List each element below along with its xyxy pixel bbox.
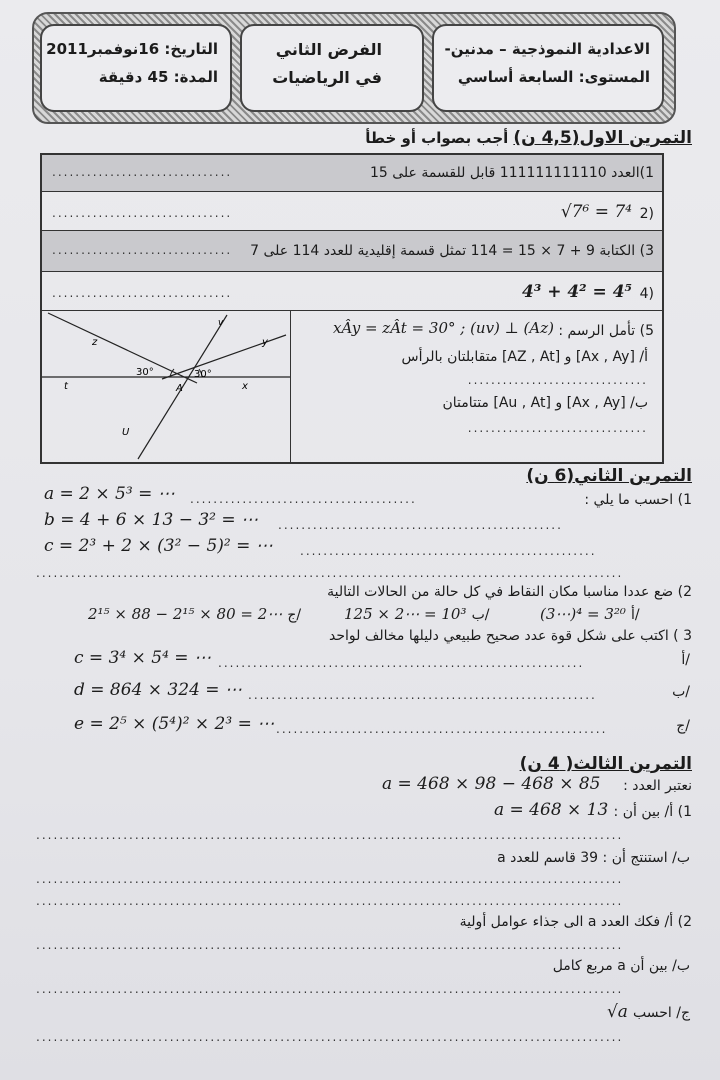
- ex2-lb: ب/: [672, 684, 690, 700]
- ex1-answer-1[interactable]: ...............................: [52, 165, 233, 179]
- ex2-q2-b-item: [344, 604, 489, 623]
- ex1-answer-5a[interactable]: ...............................: [467, 373, 648, 387]
- ex2-c-dots[interactable]: ...................................................: [300, 544, 597, 558]
- ex3-q2a: 2) أ/ فكك العدد a الى جذاء عوامل أولية: [459, 914, 692, 930]
- label-t: t: [64, 381, 68, 392]
- ex1-q2-num: 2): [639, 206, 654, 222]
- ex3-dots-6[interactable]: .....................................................................................................: [36, 1030, 624, 1044]
- ex3-q1a: 1) أ/ بين أن :: [613, 804, 692, 820]
- ex1-q5b: ب/ [Ax , Ay] و [Au , At] متتامتان: [442, 395, 648, 411]
- school-name: الاعدادية النموذجية – مدنين-: [444, 40, 650, 58]
- ex3-title: التمرين الثالث( 4 ن): [519, 754, 692, 774]
- ex2-q2-b-label: ب/: [471, 607, 490, 623]
- ex1-q2-math: √7⁶ = 7⁴: [560, 202, 632, 222]
- ex1-q4-math: 4³ + 4² = 4⁵: [522, 282, 632, 302]
- ex1-instruction: أجب بصواب أو خطأ: [365, 129, 509, 147]
- angle-label-2: 30°: [194, 369, 212, 380]
- ex2-d-pow: d = 864 × 324 = ⋯: [74, 680, 242, 700]
- ex1-answer-2[interactable]: ...............................: [52, 206, 233, 220]
- ex3-dots-2[interactable]: .....................................................................................................: [36, 872, 624, 886]
- date-text: التاريخ: 16نوفمبر2011: [46, 40, 218, 58]
- ex1-q3: 3) الكتابة 9 + 7 × 15 = 114 تمثل قسمة إقليدية للعدد 114 على 7: [250, 243, 654, 259]
- ex1-answer-5b[interactable]: ...............................: [467, 421, 648, 435]
- ex3-q2c: ج/ احسب: [633, 1005, 690, 1021]
- ex1-row-3: [42, 231, 662, 272]
- test-title: الفرض الثاني: [275, 40, 382, 59]
- school-box: [432, 24, 664, 112]
- label-U: U: [122, 427, 130, 438]
- ex3-dots-3[interactable]: .....................................................................................................: [36, 894, 624, 908]
- ex1-q5a: أ/ [Ax , Ay] و [AZ , At] متقابلتان بالرأس: [401, 349, 648, 365]
- ex2-b-dots[interactable]: .................................................: [278, 518, 563, 532]
- ex2-q3-label: 3 ) اكتب على شكل قوة عدد صحيح طبيعي دليلها مخالف لواحد: [328, 628, 692, 644]
- duration-text: المدة: 45 دقيقة: [98, 68, 218, 86]
- ex2-q2-c-item: [88, 604, 301, 623]
- ex2-e-pow-dots[interactable]: .........................................................: [276, 722, 608, 736]
- ex3-a-def: a = 468 × 98 − 468 × 85: [382, 774, 601, 794]
- ex2-q2-c: 2¹⁵ × 88 − 2¹⁵ × 80 = 2⋯: [88, 605, 283, 623]
- ex1-q1: 1)العدد 111111111110 قابل للقسمة على 15: [369, 165, 654, 181]
- ex2-c-expr: c = 2³ + 2 × (3² − 5)² = ⋯: [44, 536, 273, 556]
- ex1-q5-math: xÂy = zÂt = 30° ; (uv) ⊥ (Az): [333, 319, 554, 337]
- ex2-lc: ج/: [676, 718, 690, 734]
- test-subject: في الرياضيات: [272, 68, 382, 87]
- label-z: z: [92, 337, 98, 348]
- angle-label-1: 30°: [136, 367, 154, 378]
- ex2-title: التمرين الثاني(6 ن): [526, 466, 692, 486]
- ex1-q5: [292, 311, 662, 462]
- label-v: v: [218, 318, 224, 328]
- ex2-q1-label: 1) احسب ما يلي :: [584, 492, 692, 508]
- ex1-table: [40, 153, 664, 464]
- ex3-dots-4[interactable]: .....................................................................................................: [36, 938, 624, 952]
- ex1-figure: [42, 311, 291, 462]
- ex3-q2c-math: √a: [606, 1002, 628, 1022]
- ex3-dots-5[interactable]: .....................................................................................................: [36, 982, 624, 996]
- label-x: x: [242, 381, 248, 392]
- ex3-q1b: ب/ استنتج أن : 39 قاسم للعدد a: [497, 850, 690, 866]
- ex2-q2-c-label: ج/: [287, 607, 302, 623]
- ex2-c-pow-dots[interactable]: ...............................................................: [218, 656, 585, 670]
- title-box: [240, 24, 424, 112]
- ex2-a-expr: a = 2 × 5³ = ⋯: [44, 484, 175, 504]
- ex2-c-pow: c = 3⁴ × 5⁴ = ⋯: [74, 648, 211, 668]
- header-frame: [32, 12, 676, 124]
- ex2-q2-a: (3⋯)⁴ = 3²⁰: [540, 605, 626, 623]
- date-box: [40, 24, 232, 112]
- ex1-title: التمرين الاول(4,5 ن): [513, 128, 692, 148]
- ex2-q2-a-label: أ/: [631, 607, 640, 623]
- ex2-a-dots[interactable]: .......................................: [190, 492, 417, 506]
- ex1-q5-intro: 5) تأمل الرسم :: [558, 323, 654, 339]
- ex2-q2-label: 2) ضع عددا مناسبا مكان النقاط في كل حالة من الحالات التالية: [327, 584, 692, 600]
- line-z: [48, 313, 197, 383]
- ex3-intro: نعتبر العدد :: [623, 778, 692, 794]
- ex1-row-4: [42, 272, 662, 311]
- ex3-q2b: ب/ بين أن a مربع كامل: [552, 958, 690, 974]
- ex1-answer-4[interactable]: ...............................: [52, 286, 233, 300]
- ex2-q2-a-item: [540, 604, 640, 623]
- angles-figure: [42, 311, 290, 462]
- ex2-la: أ/: [681, 652, 690, 668]
- ex1-row-2: [42, 192, 662, 231]
- ex3-dots-1[interactable]: .....................................................................................................: [36, 828, 624, 842]
- level-text: المستوى: السابعة أساسي: [457, 68, 650, 86]
- ex3-q1a-math: a = 468 × 13: [494, 800, 609, 820]
- ex2-d-pow-dots[interactable]: ............................................................: [248, 688, 597, 702]
- ex2-b-expr: b = 4 + 6 × 13 − 3² = ⋯: [44, 510, 259, 530]
- ex2-extra-dots[interactable]: .....................................................................................................: [36, 566, 624, 580]
- ex2-q2-b: 125 × 2⋯ = 10³: [344, 605, 467, 623]
- ex1-heading: [365, 128, 692, 148]
- ex1-q4-num: 4): [639, 286, 654, 302]
- ex3-q2c-item: [607, 1002, 690, 1022]
- label-A: A: [176, 383, 183, 394]
- ex1-row-1: [42, 155, 662, 192]
- ex2-e-pow: e = 2⁵ × (5⁴)² × 2³ = ⋯: [74, 714, 275, 734]
- label-y: y: [262, 337, 268, 348]
- ex1-answer-3[interactable]: ...............................: [52, 243, 233, 257]
